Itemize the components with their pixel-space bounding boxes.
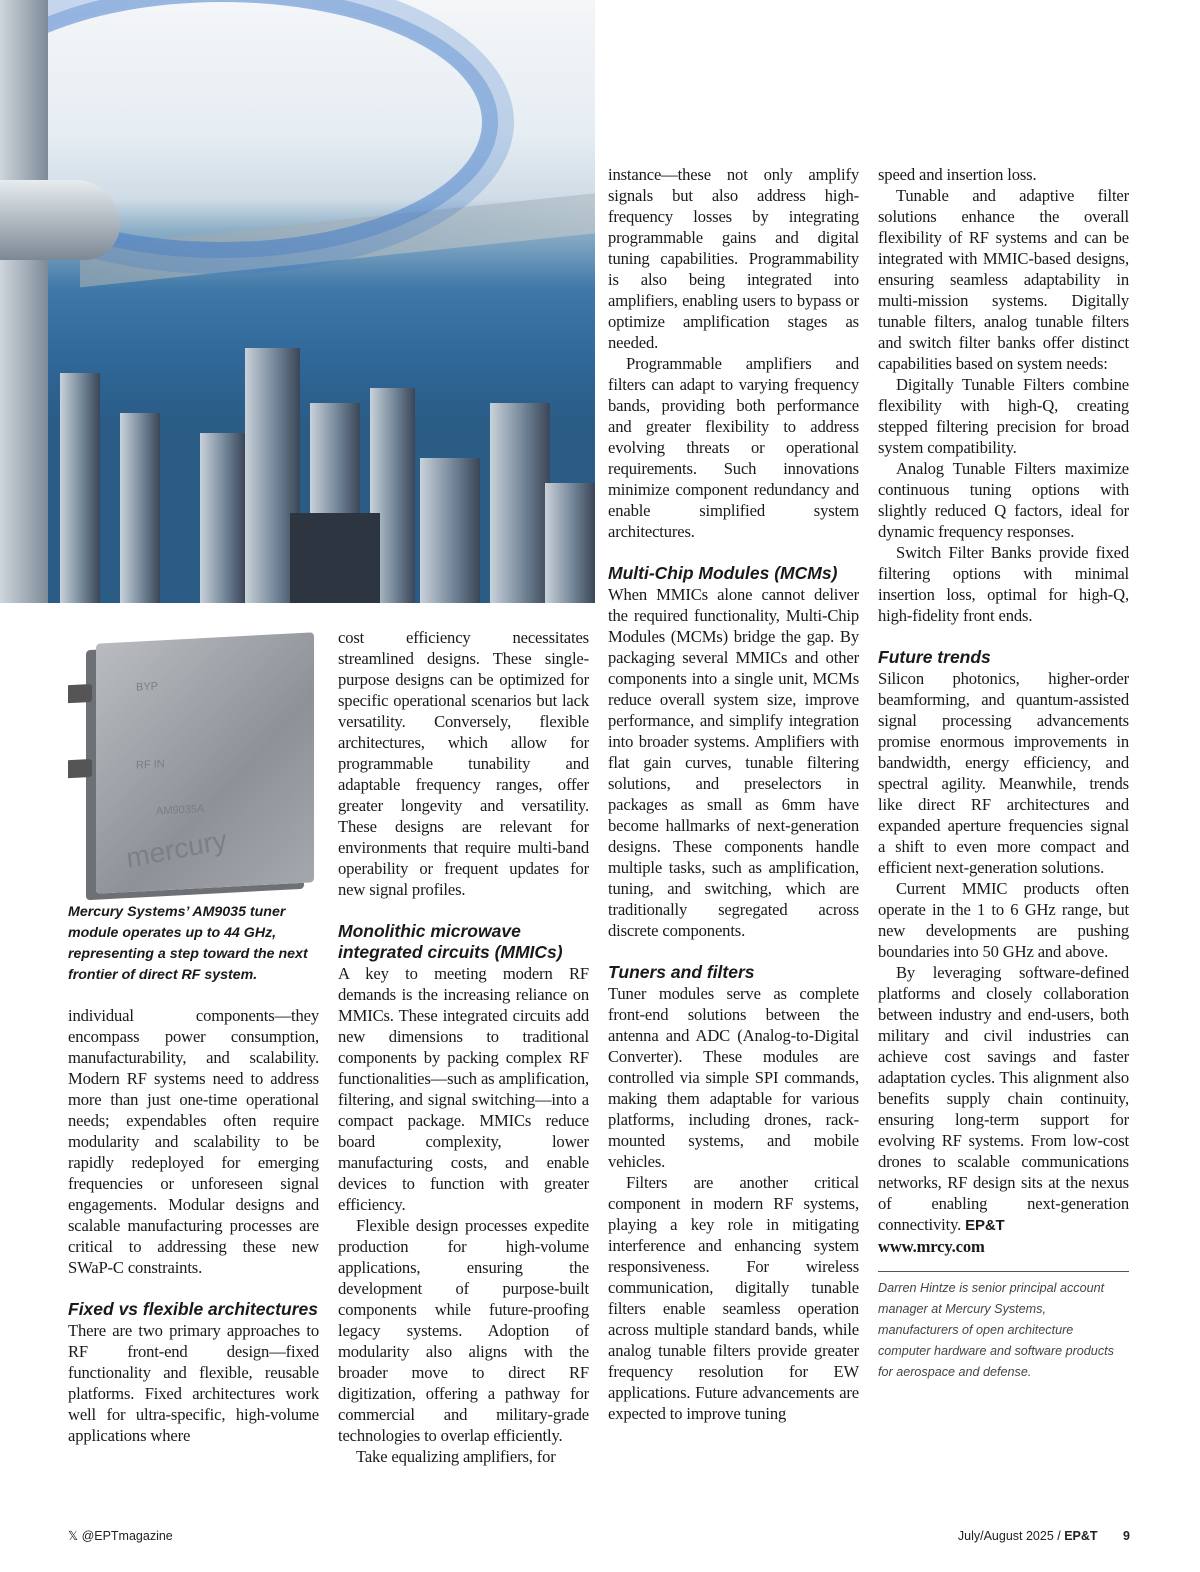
mercury-logo: mercury [124,824,229,874]
paragraph: individual components—they encompass power consumption, manufacturability, and scalability. Modern RF systems need to address more than just one-time operational needs; expendables often require modularity and scalability to be rapidly redeployed for emerging frequencies or unforeseen signal engagements. Modular designs and scalable manufacturing processes are critical to addressing these new SWaP-C constraints. [68,1006,319,1277]
paragraph: Digitally Tunable Filters combine flexibility with high-Q, creating stepped filtering precision for broad system compatibility. [878,375,1129,457]
paragraph: Switch Filter Banks provide fixed filtering options with minimal insertion loss, optimal for high-Q, high-fidelity front ends. [878,543,1129,625]
column-3 [608,164,859,1424]
paragraph: There are two primary approaches to RF front-end design—fixed functionality and flexible, reusable platforms. Fixed architectures work well for ultra-specific, high-volume applications where [68,1321,319,1445]
product-photo [68,628,318,900]
section-heading: Tuners and filters [608,962,755,982]
label-rf-in: RF IN [136,758,165,772]
website-link[interactable]: www.mrcy.com [878,1237,985,1256]
city-skyline [0,273,595,603]
column-1 [68,1005,319,1446]
section-heading: Monolithic microwave integrated circuits (MMICs) [338,921,563,962]
page-number: 9 [1123,1529,1130,1543]
end-mark: EP&T [965,1217,1005,1234]
tower-pod [0,180,120,260]
footer-right [958,1528,1130,1544]
paragraph: A key to meeting modern RF demands is the increasing reliance on MMICs. These integrated circuits add new dimensions to traditional components by packing complex RF functionalities—such as amplification, filtering, and signal switching—into a compact package. MMICs reduce board complexity, lower manufacturing costs, and enable devices to function with greater efficiency. [338,964,589,1214]
paragraph: Current MMIC products often operate in the 1 to 6 GHz range, but new developments are pushing boundaries into 50 GHz and above. [878,879,1129,961]
paragraph: speed and insertion loss. [878,165,1037,184]
paragraph: Tunable and adaptive filter solutions enhance the overall flexibility of RF systems and can be integrated with MMIC-based designs, ensuring seamless adaptability in multi-mission systems. Digitally tunable filters, analog tunable filters and switch filter banks offer distinct capabilities based on system needs: [878,186,1129,373]
paragraph: Take equalizing amplifiers, for [356,1447,556,1466]
paragraph: Programmable amplifiers and filters can adapt to varying frequency bands, providing both performance and greater flexibility to address evolving threats or operational requirements. Such innovations minimize component redundancy and enable simplified system architectures. [608,354,859,541]
footer-left [68,1528,173,1544]
section-heading: Future trends [878,647,991,667]
paragraph: Tuner modules serve as complete front-end solutions between the antenna and ADC (Analog-to-Digital Converter). These modules are controlled via simple SPI commands, making them adaptable for various platforms, including drones, rack-mounted systems, and mobile vehicles. [608,984,859,1171]
section-heading: Multi-Chip Modules (MCMs) [608,563,838,583]
paragraph: instance—these not only amplify signals but also address high-frequency losses by integrating programmable gains and digital tuning capabilities. Programmability is also being integrated into amplifiers, enabling users to bypass or optimize amplification stages as needed. [608,165,859,352]
social-handle[interactable]: @EPTmagazine [81,1529,173,1543]
paragraph: Flexible design processes expedite production for high-volume applications, ensuring the development of purpose-built components while future-proofing legacy systems. Adoption of modularity also aligns with the broader move to direct RF digitization, offering a pathway for commercial and military-grade technologies to overlap efficiently. [338,1216,589,1445]
label-byp: BYP [136,680,159,694]
paragraph: Filters are another critical component in modern RF systems, playing a key role in mitigating interference and enhancing system responsiveness. For wireless communication, digitally tunable filters enable seamless operation across multiple standard bands, while analog tunable filters provide greater frequency resolution for EW applications. Future advancements are expected to improve tuning [608,1173,859,1423]
label-model: AM9035A [156,803,205,818]
paragraph: Analog Tunable Filters maximize continuous tuning options with slightly reduced Q factors, ideal for dynamic frequency responses. [878,459,1129,541]
magazine-brand: EP&T [1064,1529,1098,1543]
paragraph: Silicon photonics, higher-order beamforming, and quantum-assisted signal processing advancements promise enormous improvements in bandwidth, energy efficiency, and spectral agility. Meanwhile, trends like direct RF architectures and expanded aperture frequencies signal a shift to even more compact and efficient next-generation solutions. [878,669,1129,877]
paragraph [878,962,1129,1236]
column-4 [878,164,1129,1383]
section-heading: Fixed vs flexible architectures [68,1299,318,1319]
author-bio: Darren Hintze is senior principal account manager at Mercury Systems, manufacturers of open architecture computer hardware and software products for aerospace and defense. [878,1271,1129,1383]
paragraph: cost efficiency necessitates streamlined designs. These single-purpose designs can be optimized for specific operational scenarios but lack versatility. Conversely, flexible architectures, which allow for programmable tunability and adaptable frequency ranges, offer greater longevity and versatility. These designs are relevant for environments that require multi-band operability or frequent updates for new signal profiles. [338,628,589,899]
hero-photo [0,0,595,603]
issue-date: July/August 2025 / [957,1529,1061,1543]
paragraph-text: By leveraging software-defined platforms and closely collaboration between industry and end-users, both military and civil industries can achieve cost savings and faster adaptation cycles. This alignment also benefits supply chain continuity, ensuring long-term support for evolving RF systems. From low-cost drones to scalable communications networks, RF design sits at the nexus of enabling next-generation connectivity. [878,963,1129,1234]
x-icon: 𝕏 [68,1529,79,1543]
photo-caption: Mercury Systems’ AM9035 tuner module operates up to 44 GHz, representing a step toward the next frontier of direct RF system. [68,904,308,983]
column-2 [338,627,589,1467]
cn-tower [0,0,48,603]
paragraph: When MMICs alone cannot deliver the required functionality, Multi-Chip Modules (MCMs) bridge the gap. By packaging several MMICs and other components into a single unit, MCMs reduce overall system size, improve performance, and simplify integration into broader systems. Amplifiers with flat gain curves, tunable filtering solutions, and preselectors in packages as small as 6mm have become hallmarks of next-generation designs. These components handle multiple tasks, such as amplification, tuning, and switching, which are traditionally segregated across discrete components. [608,585,859,940]
